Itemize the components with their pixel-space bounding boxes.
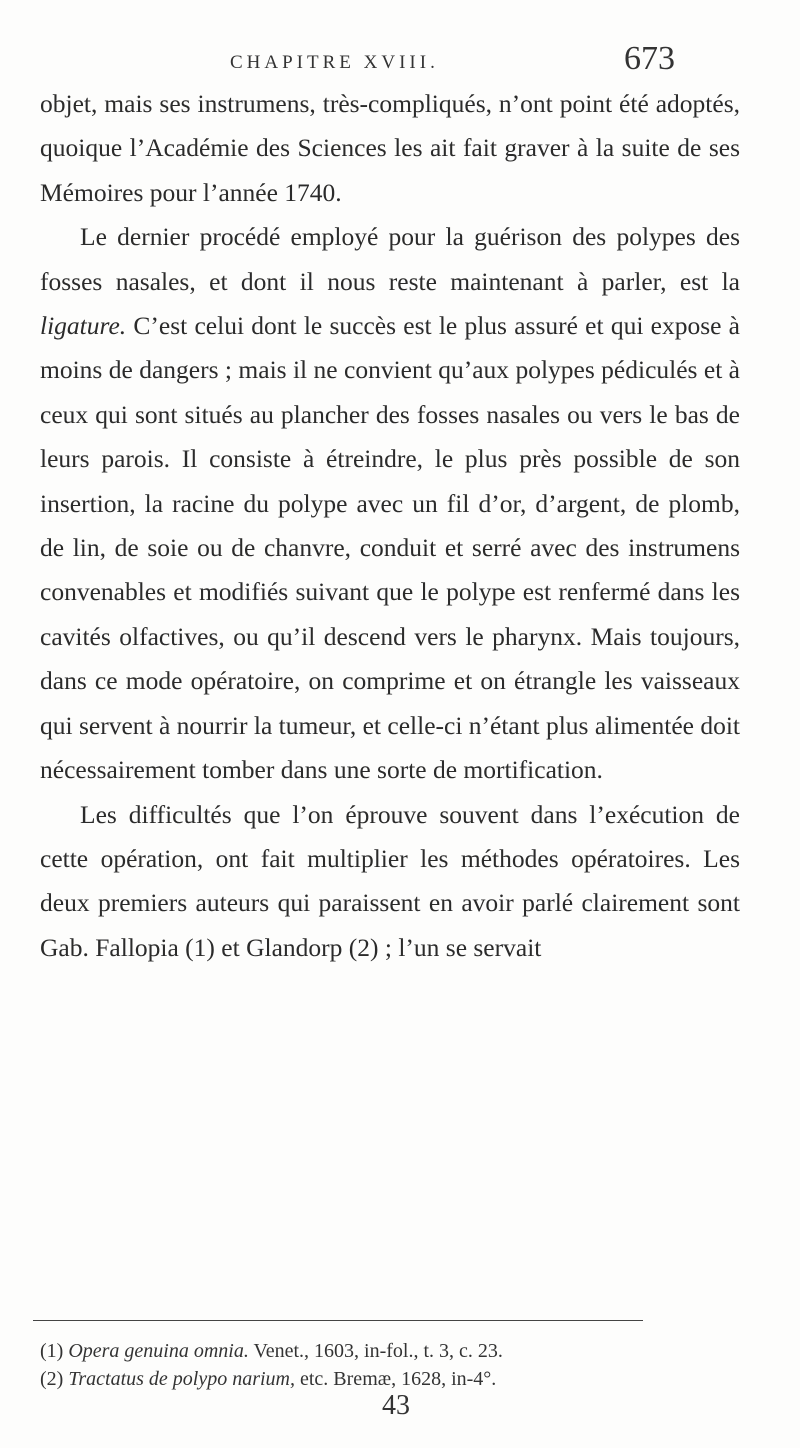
paragraph-2-text-b: C’est celui dont le succès est le plus assuré et qui expose à moins de dangers ; mais il ne convient qu’aux polypes pédiculés et à ceux qui sont situés au plancher des fosses nasales ou vers le bas de leurs parois. Il consiste à étreindre, le plus près possible de son insertion, la racine du polype avec un fil d’or, d’argent, de plomb, de lin, de soie ou de chanvre, conduit et serré avec des instrumens convenables et modifiés suivant que le polype est renfermé dans les cavités olfactives, ou qu’il descend vers le pharynx. Mais toujours, dans ce mode opératoire, on comprime et on étrangle les vaisseaux qui servent à nourrir la tumeur, et celle-ci n’étant plus alimentée doit nécessairement tomber dans une sorte de mortification. xyxy=(40,311,740,785)
signature-mark: 43 xyxy=(382,1390,410,1421)
body-text xyxy=(40,82,740,970)
footnote-2 xyxy=(40,1365,745,1393)
footnote-1-marker: (1) xyxy=(40,1340,64,1362)
footnote-1 xyxy=(40,1337,745,1365)
paragraph-2-text-a: Le dernier procédé employé pour la guérison des polypes des fosses nasales, et dont il nous reste maintenant à parler, est la xyxy=(40,222,740,296)
paragraph-3-text: Les difficultés que l’on éprouve souvent dans l’exécution de cette opération, ont fait multiplier les méthodes opératoires. Les deux premiers auteurs qui paraissent en avoir parlé clairement sont Gab. Fallopia (1) et Glandorp (2) ; l’un se servait xyxy=(40,799,740,962)
footnote-2-marker: (2) xyxy=(40,1368,64,1390)
paragraph-3 xyxy=(40,793,740,971)
footnote-2-title: Tractatus de polypo narium, xyxy=(68,1368,295,1390)
footnote-1-rest: Venet., 1603, in-fol., t. 3, c. 23. xyxy=(253,1340,503,1362)
footnotes xyxy=(40,1337,745,1393)
page-number: 673 xyxy=(624,40,675,77)
footnote-1-title: Opera genuina omnia. xyxy=(68,1340,249,1362)
paragraph-1 xyxy=(40,82,740,215)
footnote-rule xyxy=(33,1320,643,1321)
paragraph-1-text: objet, mais ses instrumens, très-compliqués, n’ont point été adoptés, quoique l’Académie des Sciences les ait fait graver à la suite de ses Mémoires pour l’année 1740. xyxy=(40,89,740,207)
footnote-2-rest: etc. Bremæ, 1628, in-4°. xyxy=(300,1368,497,1390)
chapter-title: CHAPITRE XVIII. xyxy=(230,52,439,73)
paragraph-2 xyxy=(40,215,740,792)
paragraph-2-italic-term: ligature. xyxy=(40,311,127,341)
